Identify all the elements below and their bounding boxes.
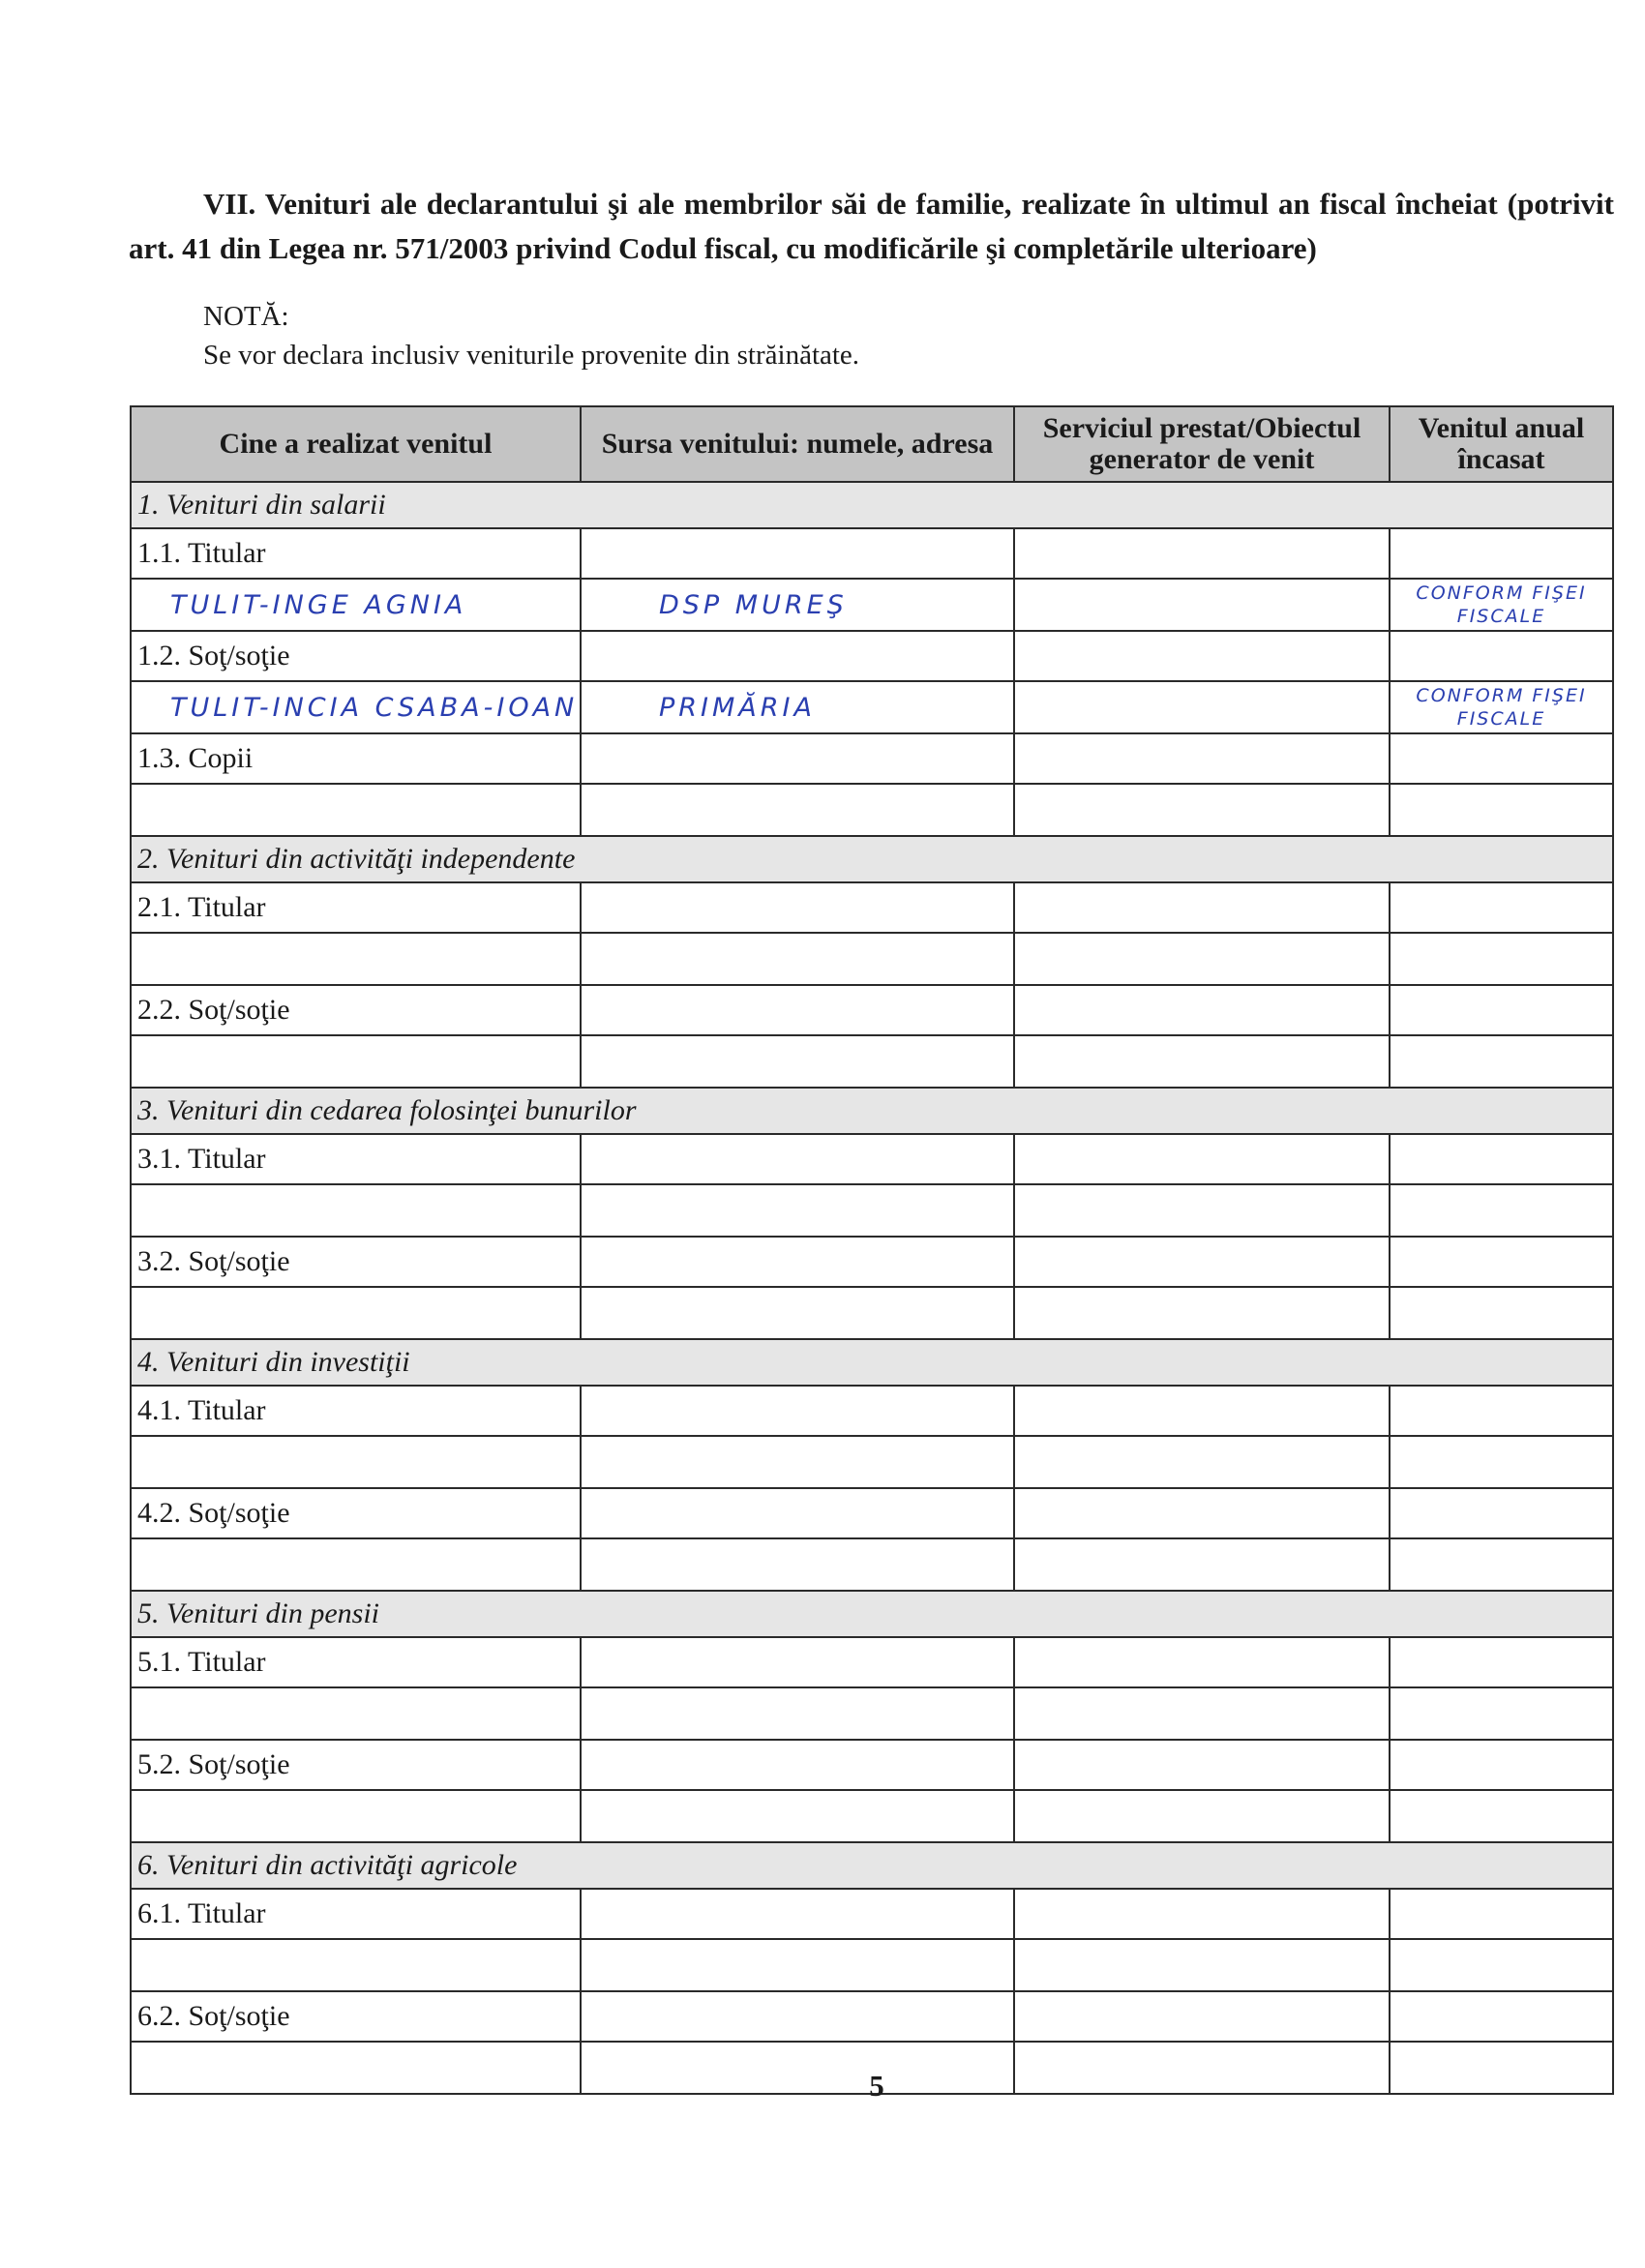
entry-row (131, 1939, 1613, 1991)
empty-cell (581, 733, 1014, 784)
empty-cell (581, 1637, 1014, 1687)
entry-income-line: FISCALE (1456, 708, 1546, 730)
empty-cell (1014, 985, 1390, 1035)
entry-income[interactable] (1390, 681, 1613, 733)
subsection-row (131, 631, 1613, 681)
entry-source[interactable] (581, 1790, 1014, 1842)
entry-income[interactable] (1390, 1538, 1613, 1591)
entry-income[interactable] (1390, 1035, 1613, 1088)
entry-who[interactable]: TULIT-INGE AGNIA (131, 579, 581, 631)
entry-service[interactable] (1014, 784, 1390, 836)
section-row (131, 1088, 1613, 1134)
subsection-label: 2.1. Titular (131, 882, 581, 933)
subsection-label: 6.2. Soţ/soţie (131, 1991, 581, 2042)
entry-service[interactable] (1014, 1687, 1390, 1740)
entry-row (131, 1436, 1613, 1488)
header-row (131, 406, 1613, 482)
empty-cell (1390, 985, 1613, 1035)
subsection-row (131, 985, 1613, 1035)
entry-row (131, 1790, 1613, 1842)
entry-who[interactable] (131, 1939, 581, 1991)
empty-cell (1390, 1237, 1613, 1287)
page-number: 5 (869, 2069, 884, 2103)
empty-cell (1390, 631, 1613, 681)
entry-row (131, 681, 1613, 733)
subsection-row (131, 1237, 1613, 1287)
entry-row (131, 1184, 1613, 1237)
empty-cell (1390, 882, 1613, 933)
entry-income[interactable] (1390, 1790, 1613, 1842)
entry-source[interactable] (581, 1939, 1014, 1991)
empty-cell (581, 528, 1014, 579)
empty-cell (1390, 528, 1613, 579)
section-title: 1. Venituri din salarii (131, 482, 1613, 528)
entry-who[interactable] (131, 1538, 581, 1591)
section-row (131, 1339, 1613, 1386)
empty-cell (581, 985, 1014, 1035)
heading-line-2: (potrivit art. 41 din Legea nr. 571/2003 privind Codul fiscal, cu modificările şi completările ulterioare) (129, 187, 1614, 265)
section-title: 4. Venituri din investiţii (131, 1339, 1613, 1386)
subsection-label: 3.2. Soţ/soţie (131, 1237, 581, 1287)
entry-row (131, 933, 1613, 985)
entry-who[interactable] (131, 1687, 581, 1740)
entry-service[interactable] (1014, 579, 1390, 631)
entry-row (131, 784, 1613, 836)
entry-income-line: CONFORM FIŞEI (1416, 685, 1587, 706)
empty-cell (1014, 528, 1390, 579)
empty-cell (1390, 1386, 1613, 1436)
entry-who[interactable] (131, 1436, 581, 1488)
entry-source[interactable] (581, 784, 1014, 836)
entry-source[interactable]: PRIMĂRIA (581, 681, 1014, 733)
entry-service[interactable] (1014, 1287, 1390, 1339)
empty-cell (1390, 1991, 1613, 2042)
section-row (131, 1591, 1613, 1637)
empty-cell (581, 1488, 1014, 1538)
entry-income[interactable] (1390, 579, 1613, 631)
entry-row (131, 1687, 1613, 1740)
entry-who[interactable] (131, 784, 581, 836)
empty-cell (1390, 1134, 1613, 1184)
empty-cell (1390, 1488, 1613, 1538)
section-title: 2. Venituri din activităţi independente (131, 836, 1613, 882)
subsection-row (131, 1637, 1613, 1687)
subsection-row (131, 1488, 1613, 1538)
entry-who[interactable] (131, 1184, 581, 1237)
empty-cell (581, 1134, 1014, 1184)
subsection-row (131, 733, 1613, 784)
entry-who[interactable] (131, 933, 581, 985)
entry-row (131, 579, 1613, 631)
empty-cell (581, 1991, 1014, 2042)
entry-service[interactable] (1014, 1436, 1390, 1488)
header-income: Venitul anual încasat (1390, 406, 1613, 482)
table-body (131, 482, 1613, 2094)
entry-service[interactable] (1014, 1184, 1390, 1237)
empty-cell (581, 1237, 1014, 1287)
subsection-label: 4.2. Soţ/soţie (131, 1488, 581, 1538)
entry-service[interactable] (1014, 933, 1390, 985)
heading-line-1: VII. Venituri ale declarantului şi ale membrilor săi de familie, realizate în ultimul an fiscal încheiat (203, 187, 1498, 221)
entry-service[interactable] (1014, 681, 1390, 733)
subsection-label: 6.1. Titular (131, 1889, 581, 1939)
section-title: 3. Venituri din cedarea folosinţei bunurilor (131, 1088, 1613, 1134)
entry-service[interactable] (1014, 1035, 1390, 1088)
empty-cell (1390, 733, 1613, 784)
entry-service[interactable] (1014, 1538, 1390, 1591)
subsection-label: 3.1. Titular (131, 1134, 581, 1184)
entry-income-line: CONFORM FIŞEI (1416, 582, 1587, 604)
header-source: Sursa venitului: numele, adresa (581, 406, 1014, 482)
empty-cell (1390, 1889, 1613, 1939)
empty-cell (1014, 733, 1390, 784)
subsection-row (131, 882, 1613, 933)
entry-source[interactable] (581, 1687, 1014, 1740)
empty-cell (581, 1889, 1014, 1939)
entry-income[interactable] (1390, 1687, 1613, 1740)
section-title: 6. Venituri din activităţi agricole (131, 1842, 1613, 1889)
subsection-row (131, 1889, 1613, 1939)
entry-row (131, 1035, 1613, 1088)
entry-source[interactable] (581, 1436, 1014, 1488)
subsection-label: 5.1. Titular (131, 1637, 581, 1687)
entry-source[interactable] (581, 933, 1014, 985)
entry-source[interactable] (581, 1184, 1014, 1237)
entry-income[interactable] (1390, 784, 1613, 836)
entry-row (131, 1287, 1613, 1339)
entry-source[interactable] (581, 1035, 1014, 1088)
subsection-row (131, 1740, 1613, 1790)
empty-cell (1014, 1991, 1390, 2042)
empty-cell (1014, 1134, 1390, 1184)
empty-cell (1014, 631, 1390, 681)
entry-service[interactable] (1014, 1939, 1390, 1991)
entry-income[interactable] (1390, 1939, 1613, 1991)
empty-cell (581, 1740, 1014, 1790)
section-row (131, 482, 1613, 528)
entry-income[interactable] (1390, 933, 1613, 985)
entry-who[interactable] (131, 1035, 581, 1088)
empty-cell (1390, 1740, 1613, 1790)
subsection-label: 2.2. Soţ/soţie (131, 985, 581, 1035)
note-text: Se vor declara inclusiv veniturile provenite din străinătate. (203, 340, 860, 371)
empty-cell (1014, 1488, 1390, 1538)
subsection-label: 1.1. Titular (131, 528, 581, 579)
entry-income[interactable] (1390, 1287, 1613, 1339)
section-heading (129, 182, 1614, 271)
entry-row (131, 1538, 1613, 1591)
subsection-label: 1.2. Soţ/soţie (131, 631, 581, 681)
entry-who[interactable]: TULIT-INCIA CSABA-IOAN (131, 681, 581, 733)
empty-cell (1014, 1740, 1390, 1790)
empty-cell (1014, 882, 1390, 933)
entry-service[interactable] (1014, 1790, 1390, 1842)
empty-cell (1014, 1386, 1390, 1436)
empty-cell (1014, 1889, 1390, 1939)
entry-who[interactable] (131, 1790, 581, 1842)
subsection-row (131, 1991, 1613, 2042)
subsection-label: 5.2. Soţ/soţie (131, 1740, 581, 1790)
subsection-label: 4.1. Titular (131, 1386, 581, 1436)
entry-income[interactable] (1390, 1436, 1613, 1488)
entry-income[interactable] (1390, 1184, 1613, 1237)
entry-source[interactable] (581, 1538, 1014, 1591)
entry-source[interactable] (581, 1287, 1014, 1339)
empty-cell (581, 1386, 1014, 1436)
subsection-row (131, 1386, 1613, 1436)
note-title: NOTĂ: (203, 301, 289, 332)
empty-cell (581, 631, 1014, 681)
header-who: Cine a realizat venitul (131, 406, 581, 482)
subsection-row (131, 528, 1613, 579)
section-row (131, 1842, 1613, 1889)
empty-cell (1014, 1237, 1390, 1287)
empty-cell (581, 882, 1014, 933)
income-table (130, 405, 1614, 2095)
section-title: 5. Venituri din pensii (131, 1591, 1613, 1637)
section-row (131, 836, 1613, 882)
header-service: Serviciul prestat/Obiectul generator de venit (1014, 406, 1390, 482)
empty-cell (1014, 1637, 1390, 1687)
subsection-label: 1.3. Copii (131, 733, 581, 784)
entry-source[interactable]: DSP MUREŞ (581, 579, 1014, 631)
subsection-row (131, 1134, 1613, 1184)
entry-who[interactable] (131, 1287, 581, 1339)
entry-income-line: FISCALE (1456, 606, 1546, 627)
note-block (203, 297, 1461, 374)
empty-cell (1390, 1637, 1613, 1687)
